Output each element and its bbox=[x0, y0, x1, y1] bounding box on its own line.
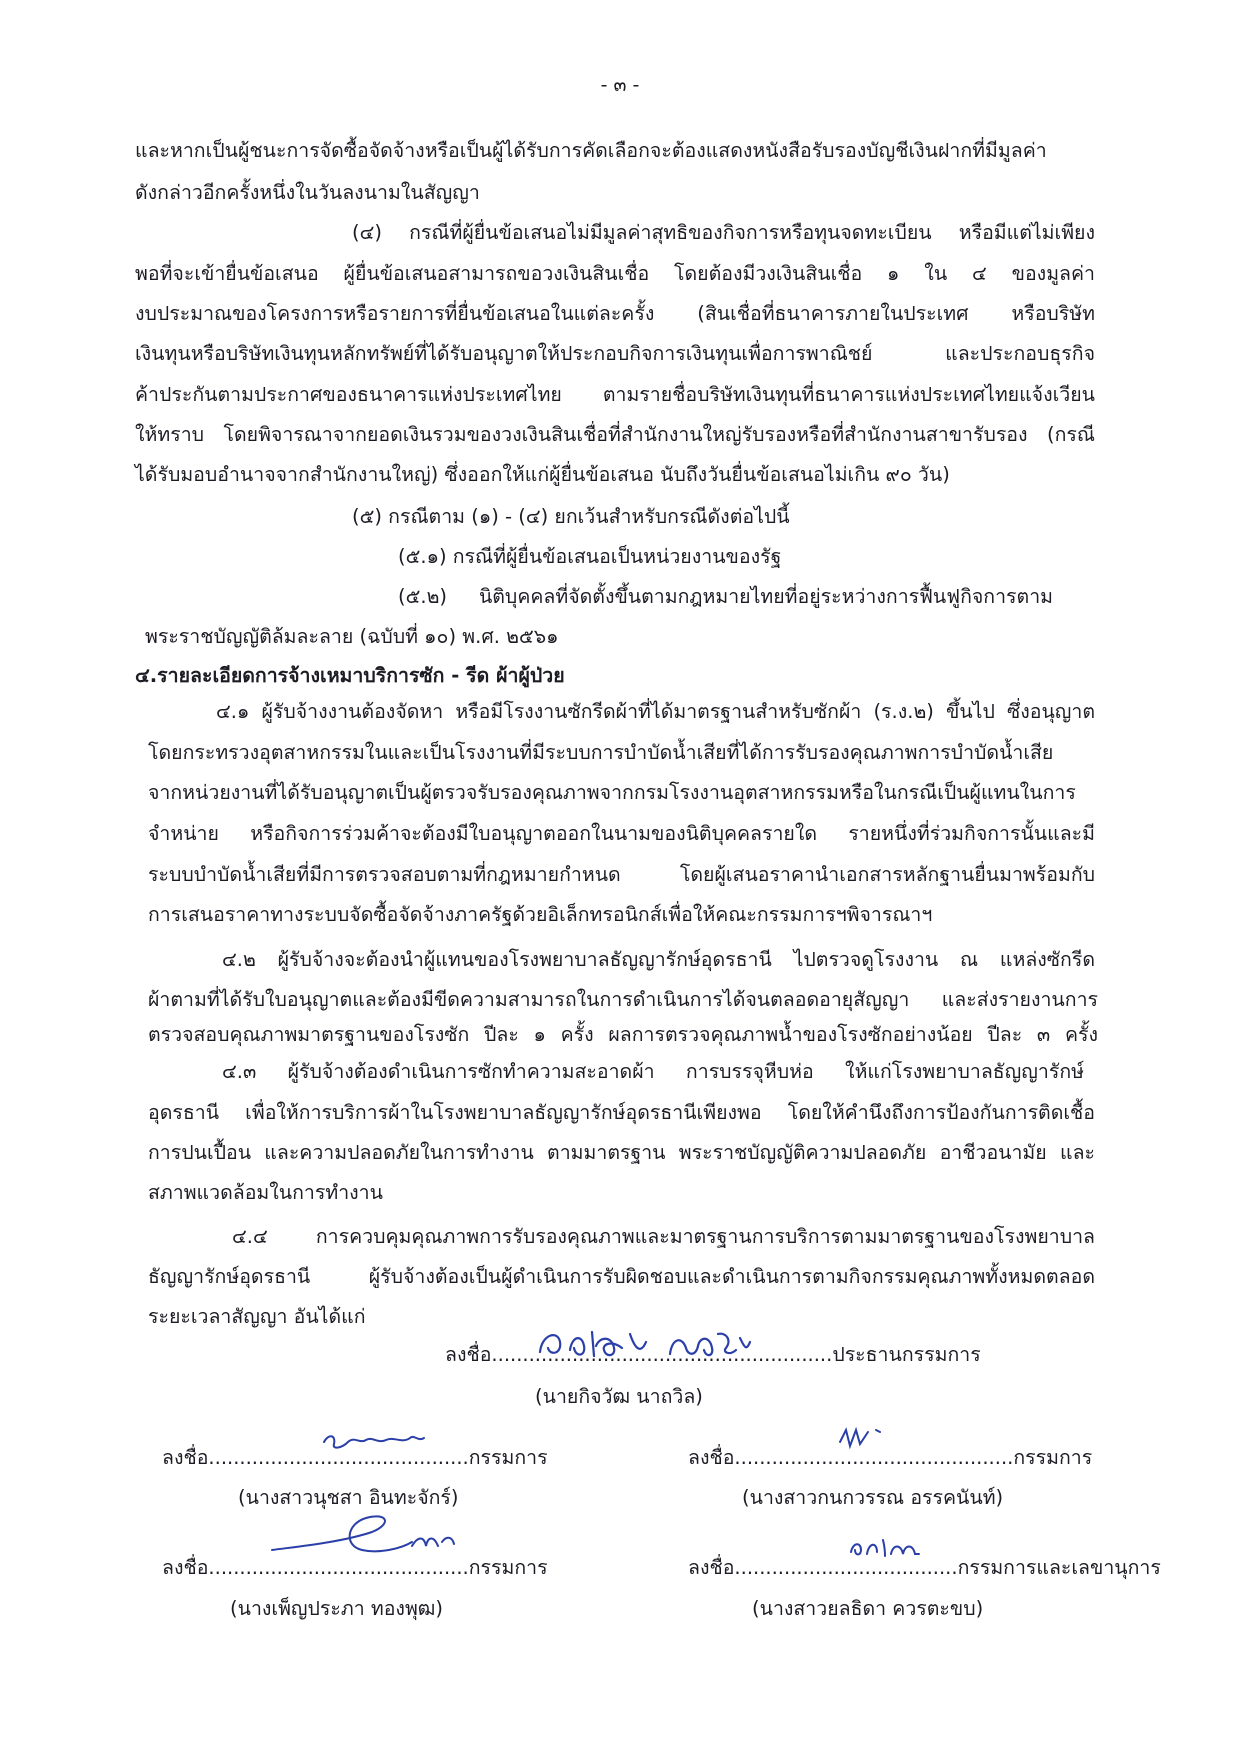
body-line: พระราชบัญญัติล้มละลาย (ฉบับที่ ๑๐) พ.ศ. ๒๕๖๑ bbox=[145, 625, 559, 648]
page-number: - ๓ - bbox=[600, 74, 640, 96]
signatory-name-chair: (นายกิจวัฒ นาถวิล) bbox=[535, 1385, 703, 1408]
signatory-name-secretary: (นางสาวยลธิดา ควรตะขบ) bbox=[752, 1597, 984, 1620]
body-line: ให้ทราบ โดยพิจารณาจากยอดเงินรวมของวงเงินสินเชื่อที่สำนักงานใหญ่รับรองหรือที่สำนักงานสาขารับรอง (กรณี bbox=[135, 423, 1095, 446]
signature-line-member-2: ลงชื่อ.............................................กรรมการ bbox=[688, 1446, 1093, 1469]
body-line: จำหน่าย หรือกิจการร่วมค้าจะต้องมีใบอนุญาตออกในนามของนิติบุคคลรายใด รายหนึ่งที่ร่วมกิจการนั้นและมี bbox=[148, 822, 1095, 845]
body-line: อุดรธานี เพื่อให้การบริการผ้าในโรงพยาบาลธัญญารักษ์อุดรธานีเพียงพอ โดยให้คำนึงถึงการป้องกันการติดเชื้อ bbox=[148, 1101, 1095, 1124]
body-line: งบประมาณของโครงการหรือรายการที่ยื่นข้อเสนอในแต่ละครั้ง (สินเชื่อที่ธนาคารภายในประเทศ หรือบริษัท bbox=[135, 302, 1095, 325]
body-line: สภาพแวดล้อมในการทำงาน bbox=[148, 1181, 383, 1204]
body-line: พอที่จะเข้ายื่นข้อเสนอ ผู้ยื่นข้อเสนอสามารถขอวงเงินสินเชื่อ โดยต้องมีวงเงินสินเชื่อ ๑ ใน ๔ ของมูลค่า bbox=[135, 262, 1095, 285]
body-line: ตรวจสอบคุณภาพมาตรฐานของโรงซัก ปีละ ๑ ครั้ง ผลการตรวจคุณภาพน้ำของโรงซักอย่างน้อย ปีละ ๓ ครั้ง bbox=[148, 1023, 1098, 1046]
body-line: ระบบบำบัดน้ำเสียที่มีการตรวจสอบตามที่กฎหมายกำหนด โดยผู้เสนอราคานำเอกสารหลักฐานยื่นมาพร้อมกับ bbox=[148, 863, 1095, 886]
body-line: ๔.๓ ผู้รับจ้างต้องดำเนินการซักทำความสะอาดผ้า การบรรจุหีบห่อ ให้แก่โรงพยาบาลธัญญารักษ์ bbox=[222, 1060, 1084, 1083]
body-line: ระยะเวลาสัญญา อันได้แก่ bbox=[148, 1305, 366, 1328]
body-line: เงินทุนหรือบริษัทเงินทุนหลักทรัพย์ที่ได้รับอนุญาตให้ประกอบกิจการเงินทุนเพื่อการพาณิชย์ และประกอบธุรกิจ bbox=[135, 342, 1095, 365]
body-line: จากหน่วยงานที่ได้รับอนุญาตเป็นผู้ตรวจรับรองคุณภาพจากกรมโรงงานอุตสาหกรรมหรือในกรณีเป็นผู้แทนในการ bbox=[148, 781, 1076, 804]
body-line: และหากเป็นผู้ชนะการจัดซื้อจัดจ้างหรือเป็นผู้ได้รับการคัดเลือกจะต้องแสดงหนังสือรับรองบัญชีเงินฝากที่มีมูลค่า bbox=[135, 139, 1047, 162]
body-line: (๕.๒) นิติบุคคลที่จัดตั้งขึ้นตามกฎหมายไทยที่อยู่ระหว่างการฟื้นฟูกิจการตาม bbox=[398, 585, 1053, 608]
signatory-name-member-3: (นางเพ็ญประภา ทองพุฒ) bbox=[230, 1597, 444, 1620]
signature-line-member-3: ลงชื่อ..........................................กรรมการ bbox=[162, 1556, 548, 1579]
body-line: การปนเปื้อน และความปลอดภัยในการทำงาน ตามมาตรฐาน พระราชบัญญัติความปลอดภัย อาชีวอนามัย และ bbox=[148, 1141, 1095, 1164]
section-heading: ๔.รายละเอียดการจ้างเหมาบริการซัก - รีด ผ้าผู้ป่วย bbox=[135, 664, 565, 687]
signatory-name-member-1: (นางสาวนุชสา อินทะจักร์) bbox=[238, 1486, 459, 1509]
signature-line-member-1: ลงชื่อ..........................................กรรมการ bbox=[162, 1446, 548, 1469]
signature-line-chair: ลงชื่อ.......................................................ประธานกรรมการ bbox=[445, 1343, 981, 1366]
body-line: ๔.๑ ผู้รับจ้างงานต้องจัดหา หรือมีโรงงานซักรีดผ้าที่ได้มาตรฐานสำหรับซักผ้า (ร.ง.๒) ขึ้นไป ซึ่งอนุญาต bbox=[216, 700, 1095, 723]
body-line: (๔) กรณีที่ผู้ยื่นข้อเสนอไม่มีมูลค่าสุทธิของกิจการหรือทุนจดทะเบียน หรือมีแต่ไม่เพียง bbox=[352, 221, 1095, 244]
body-line: ดังกล่าวอีกครั้งหนึ่งในวันลงนามในสัญญา bbox=[135, 181, 480, 204]
body-line: ธัญญารักษ์อุดรธานี ผู้รับจ้างต้องเป็นผู้ดำเนินการรับผิดชอบและดำเนินการตามกิจกรรมคุณภาพทั้งหมดตลอด bbox=[148, 1265, 1095, 1288]
body-line: ค้าประกันตามประกาศของธนาคารแห่งประเทศไทย ตามรายชื่อบริษัทเงินทุนที่ธนาคารแห่งประเทศไทยแจ้งเวียน bbox=[135, 383, 1095, 406]
body-line: การเสนอราคาทางระบบจัดซื้อจัดจ้างภาครัฐด้วยอิเล็กทรอนิกส์เพื่อให้คณะกรรมการฯพิจารณาฯ bbox=[148, 903, 933, 926]
body-line: (๕) กรณีตาม (๑) - (๔) ยกเว้นสำหรับกรณีดังต่อไปนี้ bbox=[352, 505, 790, 528]
body-line: (๕.๑) กรณีที่ผู้ยื่นข้อเสนอเป็นหน่วยงานของรัฐ bbox=[398, 545, 782, 568]
body-line: โดยกระทรวงอุตสาหกรรมในและเป็นโรงงานที่มีระบบการบำบัดน้ำเสียที่ได้การรับรองคุณภาพการบำบัดน้ำเสีย bbox=[148, 741, 1054, 764]
body-line: ๔.๔ การควบคุมคุณภาพการรับรองคุณภาพและมาตรฐานการบริการตามมาตรฐานของโรงพยาบาล bbox=[232, 1225, 1095, 1248]
body-line: ผ้าตามที่ได้รับใบอนุญาตและต้องมีขีดความสามารถในการดำเนินการได้จนตลอดอายุสัญญา และส่งรายงานการ bbox=[148, 988, 1098, 1011]
body-line: ๔.๒ ผู้รับจ้างจะต้องนำผู้แทนของโรงพยาบาลธัญญารักษ์อุดรธานี ไปตรวจดูโรงงาน ณ แหล่งซักรีด bbox=[222, 948, 1095, 971]
body-line: ได้รับมอบอำนาจจากสำนักงานใหญ่) ซึ่งออกให้แก่ผู้ยื่นข้อเสนอ นับถึงวันยื่นข้อเสนอไม่เกิน ๙๐ วัน) bbox=[135, 463, 950, 486]
signatory-name-member-2: (นางสาวกนกวรรณ อรรคนันท์) bbox=[742, 1486, 1004, 1509]
signature-line-secretary: ลงชื่อ....................................กรรมการและเลขานุการ bbox=[688, 1556, 1161, 1579]
